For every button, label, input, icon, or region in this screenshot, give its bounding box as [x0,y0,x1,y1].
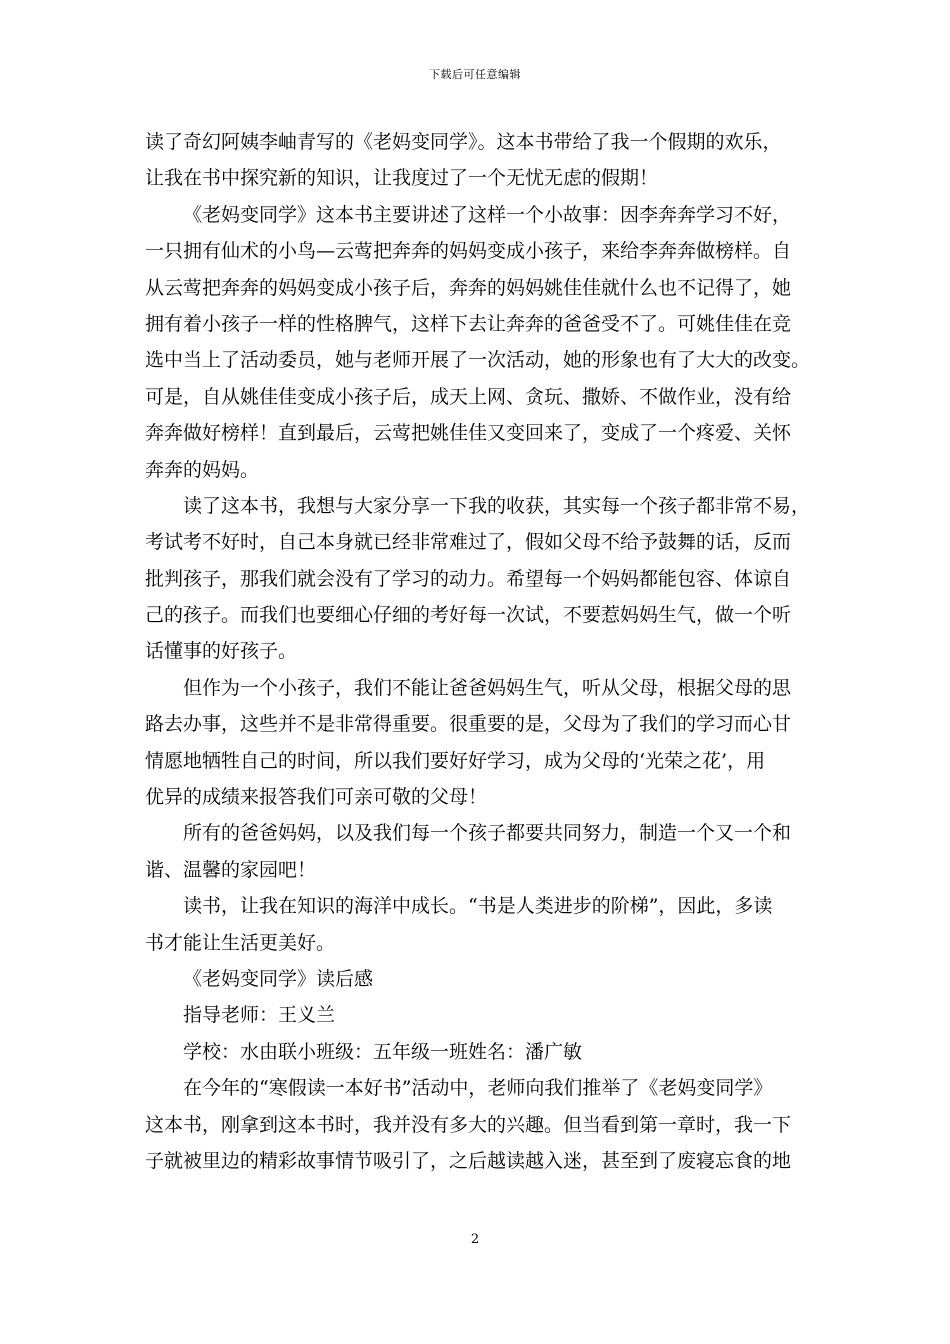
text-line: 己的孩子。而我们也要细心仔细的考好每一次试，不要惹妈妈生气，做一个听 [145,604,792,627]
document-body [145,124,817,1179]
text-line: 在今年的“寒假读一本好书”活动中，老师向我们推举了《老妈变同学》 [183,1077,773,1100]
text-line: 读了奇幻阿姨李岫青写的《老妈变同学》。这本书带给了我一个假期的欢乐， [145,131,782,153]
text-line: 《老妈变同学》这本书主要讲述了这样一个小故事：因李奔奔学习不好， [183,203,792,226]
text-line: 所有的爸爸妈妈，以及我们每一个孩子都要共同努力，制造一个又一个和 [183,822,792,845]
text-line: 可是，自从姚佳佳变成小孩子后，成天上网、贪玩、撒娇、不做作业，没有给 [145,385,792,408]
text-line: 学校：水由联小班级：五年级一班姓名：潘广敏 [183,1040,583,1063]
text-line: 优异的成绩来报答我们可亲可敬的父母！ [145,786,488,809]
text-line: 这本书，刚拿到这本书时，我并没有多大的兴趣。但当看到第一章时，我一下 [145,1113,792,1136]
page-header: 下载后可任意编辑 [429,68,521,81]
text-line: 批判孩子，那我们就会没有了学习的动力。希望每一个妈妈都能包容、体谅自 [145,567,792,590]
text-line: 从云莺把奔奔的妈妈变成小孩子后，奔奔的妈妈姚佳佳就什么也不记得了，她 [145,276,792,299]
text-line: 子就被里边的精彩故事情节吸引了，之后越读越入迷，甚至到了废寝忘食的地 [145,1149,792,1172]
text-line: 让我在书中探究新的知识，让我度过了一个无忧无虑的假期！ [145,167,659,190]
text-line: 奔奔做好榜样！直到最后，云莺把姚佳佳又变回来了，变成了一个疼爱、关怀 [145,422,792,445]
text-line: 话懂事的好孩子。 [145,640,298,663]
text-line: 选中当上了活动委员，她与老师开展了一次活动，她的形象也有了大大的改变。 [145,349,811,372]
text-line: 读了这本书，我想与大家分享一下我的收获，其实每一个孩子都非常不易， [183,494,811,517]
page-number: 2 [470,1232,480,1247]
text-line: 但作为一个小孩子，我们不能让爸爸妈妈生气，听从父母，根据父母的思 [183,676,792,699]
text-line: 指导老师：王义兰 [183,1004,336,1027]
text-line: 情愿地牺牲自己的时间，所以我们要好好学习，成为父母的‘光荣之花’，用 [145,749,766,772]
text-line: 路去办事，这些并不是非常得重要。很重要的是，父母为了我们的学习而心甘 [145,713,792,736]
text-line: 拥有着小孩子一样的性格脾气，这样下去让奔奔的爸爸受不了。可姚佳佳在竞 [145,312,792,335]
text-line: 谐、温馨的家园吧！ [145,858,317,881]
text-line: 奔奔的妈妈。 [145,458,260,481]
text-line: 读书，让我在知识的海洋中成长。“书是人类进步的阶梯”，因此，多读 [183,895,773,918]
text-line: 《老妈变同学》读后感 [183,967,374,990]
text-line: 考试考不好时，自己本身就已经非常难过了，假如父母不给予鼓舞的话，反而 [145,531,792,554]
text-line: 书才能让生活更美好。 [145,931,336,954]
text-line: 一只拥有仙术的小鸟—云莺把奔奔的妈妈变成小孩子，来给李奔奔做榜样。自 [145,240,792,263]
